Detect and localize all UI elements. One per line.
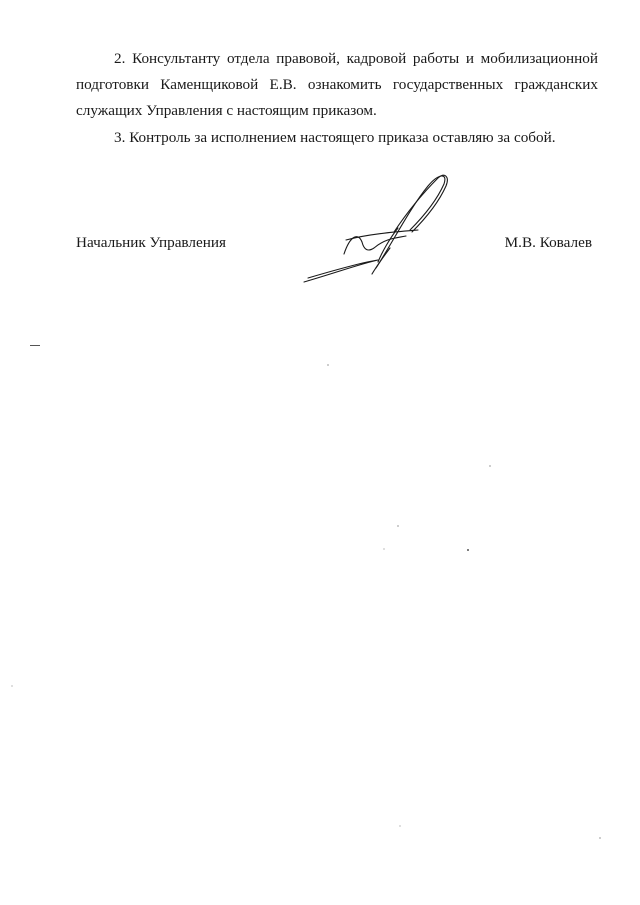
- paragraph-3: 3. Контроль за исполнением настоящего приказа оставляю за собой.: [114, 129, 556, 146]
- handwritten-signature: [298, 168, 458, 290]
- paragraph-2: 2. Консультанту отдела правовой, кадровой работы и мобилизационной подготовки Каменщиковой Е.В. ознакомить государственных гражданских служащих Управления с настоящим приказом.: [76, 50, 598, 119]
- signatory-name: М.В. Ковалев: [504, 234, 592, 251]
- signatory-title: Начальник Управления: [76, 234, 226, 251]
